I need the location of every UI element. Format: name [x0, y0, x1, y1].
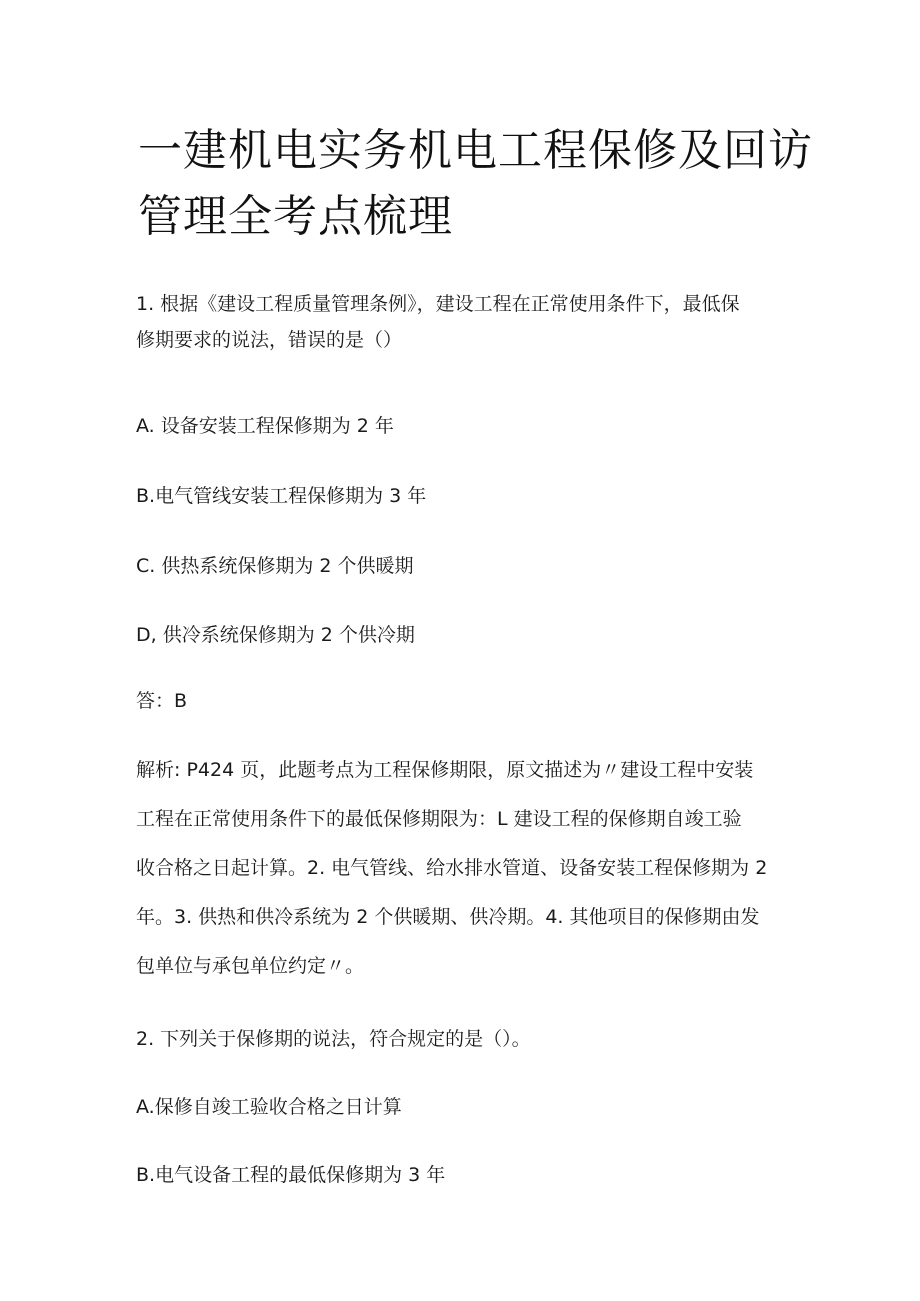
question-1-option-b: B.电气管线安装工程保修期为 3 年	[136, 485, 427, 507]
question-2-option-a: A.保修自竣工验收合格之日计算	[136, 1096, 402, 1118]
question-1-analysis	[136, 752, 796, 984]
question-1-stem	[136, 286, 796, 358]
analysis-line-4: 年。3. 供热和供冷系统为 2 个供暖期、供冷期。4. 其他项目的保修期由发	[136, 906, 760, 928]
analysis-line-5: 包单位与承包单位约定〃。	[136, 955, 365, 977]
question-1-option-a: A. 设备安装工程保修期为 2 年	[136, 415, 394, 437]
question-1-stem-line-1: 1. 根据《建设工程质量管理条例》，建设工程在正常使用条件下，最低保	[136, 293, 740, 315]
question-2-option-b: B.电气设备工程的最低保修期为 3 年	[136, 1164, 446, 1186]
analysis-line-3: 收合格之日起计算。2. 电气管线、给水排水管道、设备安装工程保修期为 2	[136, 857, 768, 879]
question-1-option-c: C. 供热系统保修期为 2 个供暖期	[136, 555, 414, 577]
question-1-answer: 答：B	[136, 690, 188, 712]
page-title	[138, 118, 813, 250]
title-line-1: 一建机电实务机电工程保修及回访	[138, 125, 813, 176]
question-1-stem-line-2: 修期要求的说法，错误的是（）	[136, 329, 403, 351]
question-2-stem: 2. 下列关于保修期的说法，符合规定的是（）。	[136, 1028, 531, 1050]
analysis-line-2: 工程在正常使用条件下的最低保修期限为：L 建设工程的保修期自竣工验	[136, 808, 742, 830]
question-1-option-d: D, 供冷系统保修期为 2 个供冷期	[136, 624, 415, 646]
analysis-line-1: 解析: P424 页，此题考点为工程保修期限，原文描述为〃建设工程中安装	[136, 759, 754, 781]
title-line-2: 管理全考点梳理	[138, 191, 453, 242]
